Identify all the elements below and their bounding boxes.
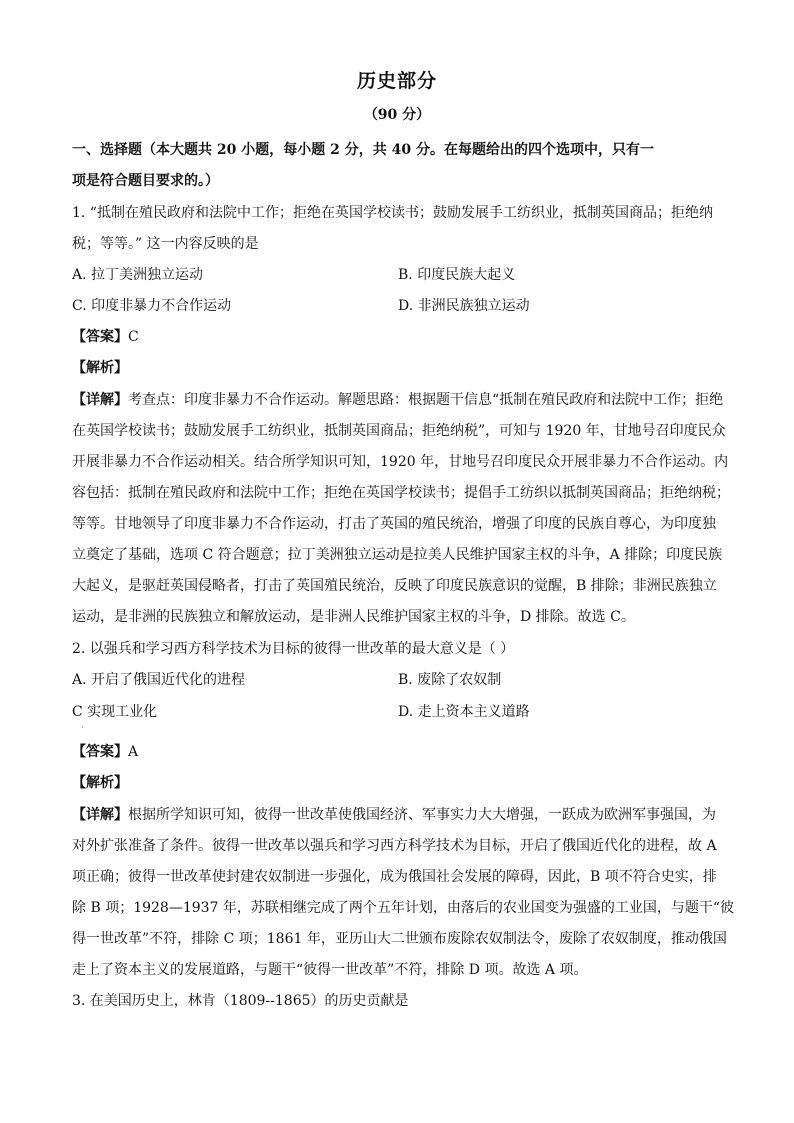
q2-stem: 2. 以强兵和学习西方科学技术为目标的彼得一世改革的最大意义是（ ） (72, 641, 515, 657)
q1-stem-line2: 税；等等。” 这一内容反映的是 (72, 236, 259, 252)
q1-detail-line6: 立奠定了基础，选项 C 符合题意；拉丁美洲独立运动是拉美人民维护国家主权的斗争，A 排除；印度民族 (72, 547, 723, 563)
q2-detail-line2: 对外扩张准备了条件。彼得一世改革以强兵和学习西方科学技术为目标，开启了俄国近代化的进程，故 A (72, 838, 717, 854)
q2-option-c: C 实现工业化 (72, 704, 158, 720)
detail-text: 考查点：印度非暴力不合作运动。解题思路：根据题干信息“抵制在殖民政府和法院中工作；拒绝 (128, 392, 724, 408)
q2-option-a: A. 开启了俄国近代化的进程 (72, 672, 246, 688)
q1-option-a: A. 拉丁美洲独立运动 (72, 267, 204, 283)
q1-stem-line1: 1. “抵制在殖民政府和法院中工作；拒绝在英国学校读书；鼓励发展手工纺织业，抵制英国商品；拒绝纳 (72, 205, 713, 221)
q1-detail-line4: 容包括：抵制在殖民政府和法院中工作；拒绝在英国学校读书；提倡手工纺织以抵制英国商品；拒绝纳税； (72, 485, 730, 501)
answer-value: A (128, 744, 139, 760)
q2-option-d: D. 走上资本主义道路 (398, 704, 530, 720)
q1-detail-line7: 大起义，是驱赶英国侵略者，打击了英国殖民统治，反映了印度民族意识的觉醒，B 排除；非洲民族独立 (72, 578, 717, 594)
q1-analysis-tag: 【解析】 (72, 360, 128, 376)
q2-option-b: B. 废除了农奴制 (398, 672, 502, 688)
section-heading-line2: 项是符合题目要求的。） (72, 173, 219, 189)
q2-detail-line4: 除 B 项；1928—1937 年，苏联相继完成了两个五年计划，由落后的农业国变为强盛的工业国，与题干“彼 (72, 900, 735, 916)
q1-detail-line2: 在英国学校读书；鼓励发展手工纺织业，抵制英国商品；拒绝纳税”，可知与 1920 年，甘地号召印度民众 (72, 423, 726, 439)
section-heading-line1: 一、选择题（本大题共 20 小题，每小题 2 分，共 40 分。在每题给出的四个选项中，只有一 (72, 142, 654, 158)
q1-detail-line8: 运动，是非洲的民族独立和解放运动，是非洲人民维护国家主权的斗争，D 排除。故选 C。 (72, 609, 635, 625)
q3-stem: 3. 在美国历史上，林肯（1809--1865）的历史贡献是 (72, 993, 409, 1009)
q1-option-b: B. 印度民族大起义 (398, 267, 516, 283)
q2-detail-line6: 走上了资本主义的发展道路，与题干“彼得一世改革”不符，排除 D 项。故选 A 项。 (72, 962, 588, 978)
answer-tag: 【答案】 (72, 329, 128, 345)
q1-option-d: D. 非洲民族独立运动 (398, 298, 530, 314)
detail-text: 根据所学知识可知，彼得一世改革使俄国经济、军事实力大大增强，一跃成为欧洲军事强国，为 (128, 807, 716, 823)
q2-analysis-tag: 【解析】 (72, 775, 128, 791)
q2-detail-line3: 项正确；彼得一世改革使封建农奴制进一步强化，成为俄国社会发展的障碍，因此，B 项不符合史实，排 (72, 869, 717, 885)
answer-value: C (128, 329, 139, 345)
q1-option-c: C. 印度非暴力不合作运动 (72, 298, 232, 314)
answer-tag: 【答案】 (72, 744, 128, 760)
stray-dot: · (81, 723, 84, 732)
q2-detail-line5: 得一世改革”不符，排除 C 项；1861 年，亚历山大二世颁布废除农奴制法令，废除了农奴制度，推动俄国 (72, 931, 727, 947)
q2-detail-line1 (72, 805, 716, 825)
detail-tag: 【详解】 (72, 807, 128, 823)
q1-detail-line5: 等等。甘地领导了印度非暴力不合作运动，打击了英国的殖民统治，增强了印度的民族自尊心，为印度独 (72, 516, 716, 532)
q1-detail-line1 (72, 390, 723, 410)
q1-answer (72, 327, 139, 347)
detail-tag: 【详解】 (72, 392, 128, 408)
q1-detail-line3: 开展非暴力不合作运动相关。结合所学知识可知，1920 年，甘地号召印度民众开展非暴力不合作运动。内 (72, 454, 729, 470)
q2-answer (72, 742, 138, 762)
page-title: 历史部分 (356, 70, 437, 92)
score-label: （90 分） (363, 107, 431, 123)
